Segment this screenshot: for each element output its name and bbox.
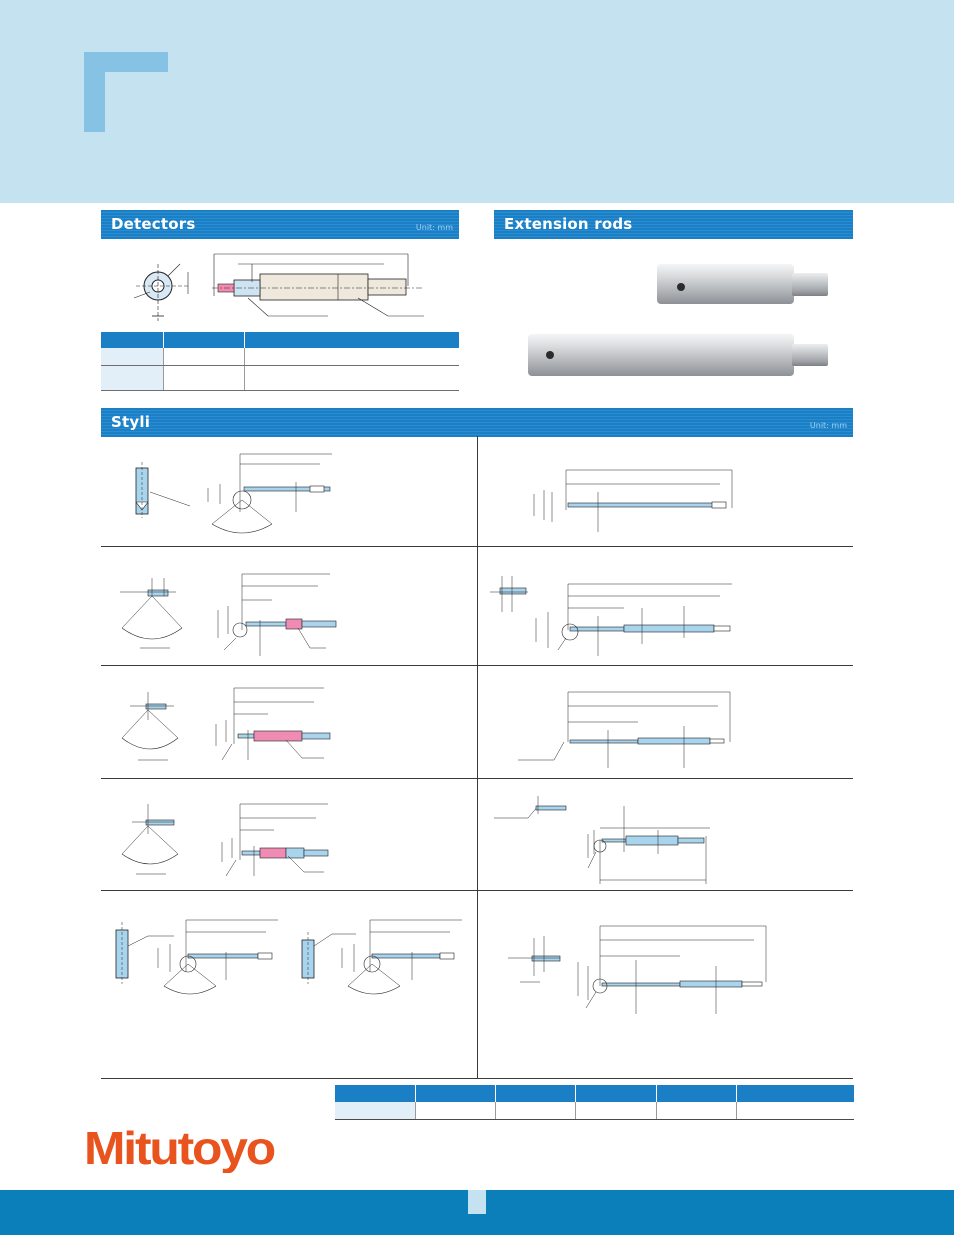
page-number-tab bbox=[468, 1190, 486, 1214]
stylus-drawing-4-left bbox=[118, 800, 338, 880]
detectors-section-bar bbox=[101, 210, 459, 239]
styli-table-header-cell bbox=[335, 1085, 416, 1102]
logo-text: Mitutoyo bbox=[84, 1123, 275, 1173]
styli-table-cell bbox=[737, 1102, 855, 1120]
styli-table-header-cell bbox=[416, 1085, 496, 1102]
detectors-spec-table bbox=[101, 332, 459, 391]
detectors-table-row bbox=[101, 366, 459, 391]
styli-table-cell bbox=[335, 1102, 416, 1120]
styli-table-cell bbox=[496, 1102, 576, 1120]
detectors-table-row bbox=[101, 348, 459, 366]
styli-table-row bbox=[335, 1102, 854, 1120]
styli-table-header-cell bbox=[737, 1085, 855, 1102]
styli-table-header-cell bbox=[576, 1085, 657, 1102]
detectors-table-cell bbox=[245, 366, 460, 391]
styli-section-bar bbox=[101, 408, 853, 437]
stylus-drawing-3-right bbox=[514, 688, 744, 772]
stylus-drawing-4-right bbox=[494, 796, 724, 886]
detectors-table-cell bbox=[245, 348, 460, 366]
detectors-unit-label: Unit: mm bbox=[415, 223, 453, 232]
extension-rods-section-bar bbox=[494, 210, 853, 239]
extension-rod-long-tip bbox=[792, 344, 828, 366]
stylus-drawing-1-right bbox=[522, 466, 742, 536]
detectors-table-cell bbox=[164, 366, 245, 391]
stylus-drawing-1-left bbox=[120, 452, 340, 544]
detectors-table-header-cell bbox=[245, 332, 460, 348]
detectors-table-header-cell bbox=[164, 332, 245, 348]
styli-table-cell bbox=[657, 1102, 737, 1120]
mitutoyo-logo bbox=[84, 1123, 284, 1173]
styli-row-divider bbox=[101, 665, 853, 666]
styli-unit-label: Unit: mm bbox=[809, 421, 847, 430]
extension-rod-long-hole bbox=[546, 351, 554, 359]
extension-rod-long-body bbox=[528, 334, 794, 376]
corner-bracket-vertical bbox=[84, 52, 105, 132]
extension-rods-title: Extension rods bbox=[504, 215, 633, 233]
detectors-table-cell bbox=[101, 366, 164, 391]
stylus-drawing-2-right bbox=[484, 572, 744, 662]
styli-spec-table bbox=[335, 1085, 854, 1120]
detectors-table-cell bbox=[101, 348, 164, 366]
detector-side-view-drawing bbox=[208, 246, 433, 324]
styli-center-divider bbox=[477, 436, 478, 1079]
styli-row-divider bbox=[101, 778, 853, 779]
stylus-drawing-5a-left bbox=[108, 912, 288, 1004]
styli-table-cell bbox=[416, 1102, 496, 1120]
styli-row-divider bbox=[101, 546, 853, 547]
styli-title: Styli bbox=[111, 413, 151, 431]
stylus-drawing-2-left bbox=[112, 570, 342, 658]
stylus-drawing-5b-left bbox=[296, 912, 476, 1004]
styli-table-cell bbox=[576, 1102, 657, 1120]
stylus-drawing-3-left bbox=[118, 684, 338, 768]
styli-table-header-cell bbox=[657, 1085, 737, 1102]
corner-bracket-mark bbox=[84, 52, 168, 132]
styli-bottom-divider bbox=[101, 1078, 853, 1079]
extension-rod-short-tip bbox=[792, 273, 828, 296]
detectors-table-cell bbox=[164, 348, 245, 366]
detectors-title: Detectors bbox=[111, 215, 196, 233]
detector-end-view-drawing bbox=[128, 246, 200, 326]
styli-table-header bbox=[335, 1085, 854, 1102]
detectors-table-header-cell bbox=[101, 332, 164, 348]
detectors-table-header bbox=[101, 332, 459, 348]
styli-table-header-cell bbox=[496, 1085, 576, 1102]
styli-row-divider bbox=[101, 890, 853, 891]
stylus-drawing-5-right bbox=[500, 916, 780, 1016]
extension-rod-short-hole bbox=[677, 283, 685, 291]
